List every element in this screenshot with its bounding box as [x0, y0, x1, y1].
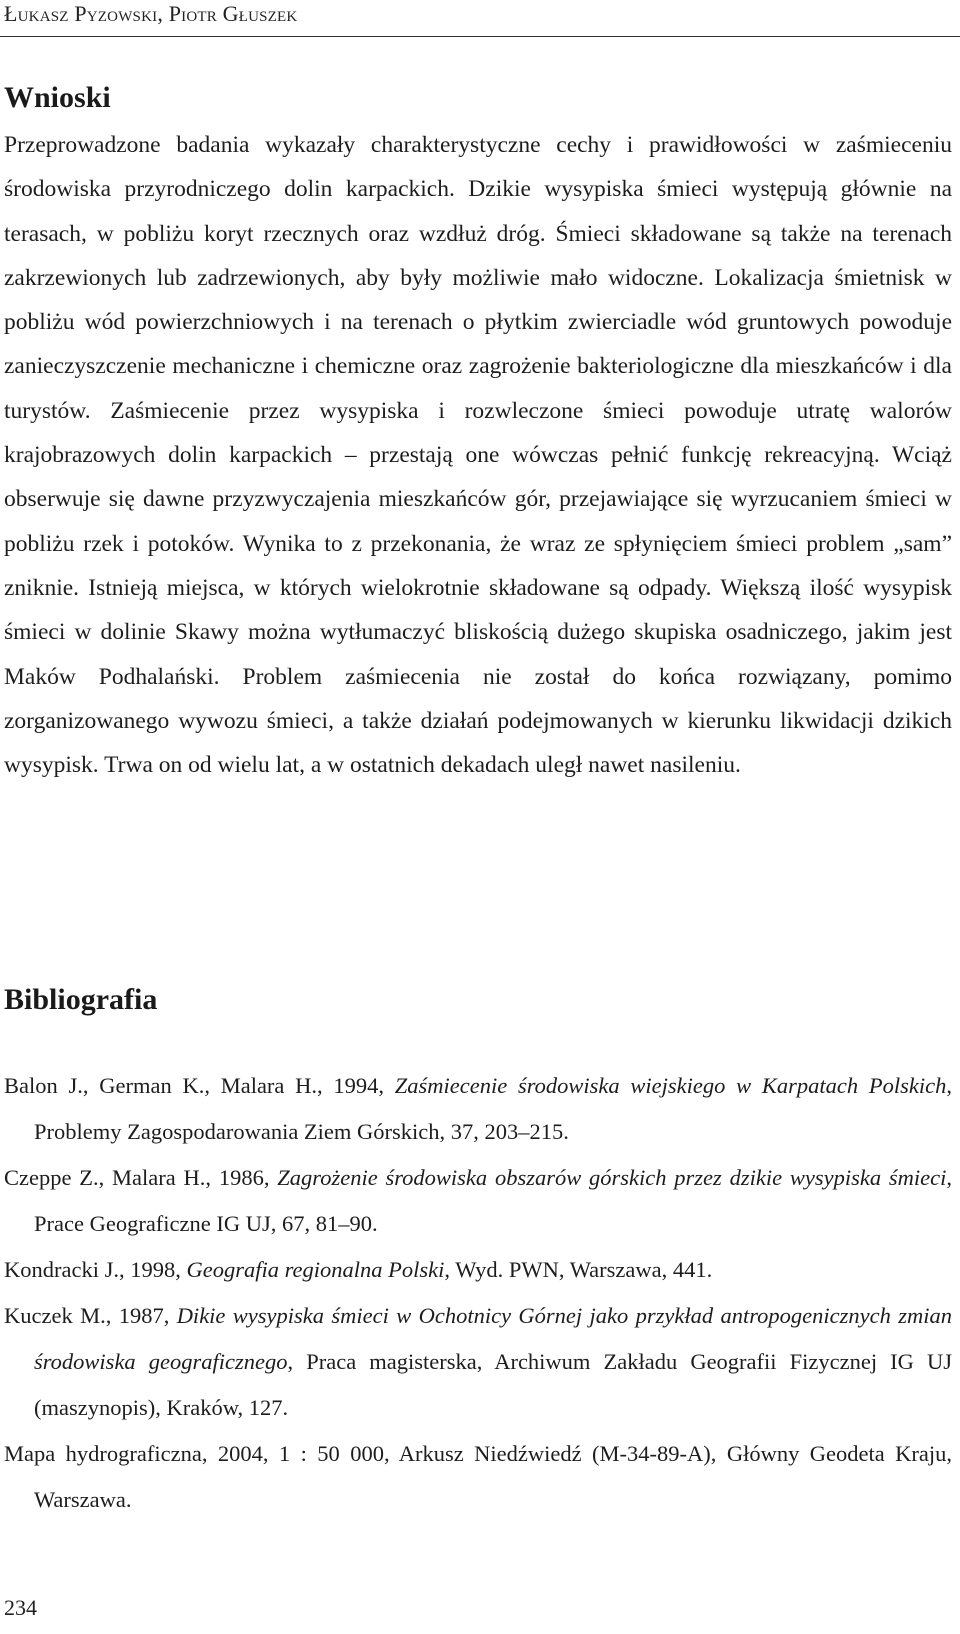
running-head-authors: Łukasz Pyzowski, Piotr Głuszek [4, 1, 298, 26]
conclusions-paragraph: Przeprowadzone badania wykazały charakterystyczne cechy i prawidłowości w zaśmieceniu środowiska przyrodniczego dolin karpackich. Dzikie wysypiska śmieci występują głównie na terasach, w pobliżu koryt rzecznych oraz wzdłuż dróg. Śmieci składowane są także na terenach zakrzewionych lub zadrzewionych, aby były możliwie mało widoczne. Lokalizacja śmietnisk w pobliżu wód powierzchniowych i na terenach o płytkim zwierciadle wód gruntowych powoduje zanieczyszczenie mechaniczne i chemiczne oraz zagrożenie bakteriologiczne dla mieszkańców i dla turystów. Zaśmiecenie przez wysypiska i rozwleczone śmieci powoduje utratę walorów krajobrazowych dolin karpackich – przestają one wówczas pełnić funkcję rekreacyjną. Wciąż obserwuje się dawne przyzwyczajenia mieszkańców gór, przejawiające się wyrzucaniem śmieci w pobliżu rzek i potoków. Wynika to z przekonania, że wraz ze spłynięciem śmieci problem „sam” zniknie. Istnieją miejsca, w których wielokrotnie składowane są odpady. Większą ilość wysypisk śmieci w dolinie Skawy można wytłumaczyć bliskością dużego skupiska osadniczego, jakim jest Maków Podhalański. Problem zaśmiecenia nie został do końca rozwiązany, pomimo zorganizowanego wywozu śmieci, a także działań podejmowanych w kierunku likwidacji dzikich wysypisk. Trwa on od wielu lat, a w ostatnich dekadach uległ nawet nasileniu. [4, 132, 952, 779]
bib-entry-title: Dikie wysypiska śmieci w Ochotnicy Górnej jako przykład antropogenicznych zmian środowiska geograficznego [34, 1303, 952, 1374]
bibliography-entry-kondracki [4, 1247, 952, 1293]
header-rule [0, 36, 960, 37]
bibliography-entry-czeppe [4, 1155, 952, 1247]
bibliography-entry-mapa [4, 1431, 952, 1523]
bib-entry-publication: , Wyd. PWN, Warszawa, 441. [444, 1257, 713, 1282]
bib-entry-authors-year: Balon J., German K., Malara H., 1994, [4, 1073, 395, 1098]
page-number: 234 [4, 1595, 37, 1620]
bib-entry-publication: , Praca magisterska, Archiwum Zakładu Geografii Fizycznej IG UJ (maszynopis), Kraków, 127. [34, 1349, 953, 1420]
bib-entry-authors-year: Kuczek M., 1987, [4, 1303, 177, 1328]
bib-entry-authors-year: Czeppe Z., Malara H., 1986, [4, 1165, 278, 1190]
bib-entry-title: Geografia regionalna Polski [186, 1257, 445, 1282]
bib-entry-title: Zaśmiecenie środowiska wiejskiego w Karpatach Polskich [394, 1073, 947, 1098]
bibliography-list [4, 1063, 952, 1523]
bib-entry-title: Zagrożenie środowiska obszarów górskich przez dzikie wysypiska śmieci [277, 1165, 947, 1190]
bib-entry-authors-year: Kondracki J., 1998, [4, 1257, 187, 1282]
bib-entry-authors-year: Mapa hydrograficzna, 2004, 1 : 50 000, Arkusz Niedźwiedź (M-34-89-A), Główny Geodeta Kraju, Warszawa. [4, 1441, 952, 1512]
section-title-conclusions: Wnioski [4, 81, 111, 114]
bib-entry-publication: , Prace Geograficzne IG UJ, 67, 81–90. [34, 1165, 952, 1236]
bibliography-entry-kuczek [4, 1293, 952, 1431]
bibliography-entry-balon [4, 1063, 952, 1155]
section-title-bibliography: Bibliografia [4, 983, 158, 1016]
bib-entry-publication: , Problemy Zagospodarowania Ziem Górskich, 37, 203–215. [34, 1073, 952, 1144]
